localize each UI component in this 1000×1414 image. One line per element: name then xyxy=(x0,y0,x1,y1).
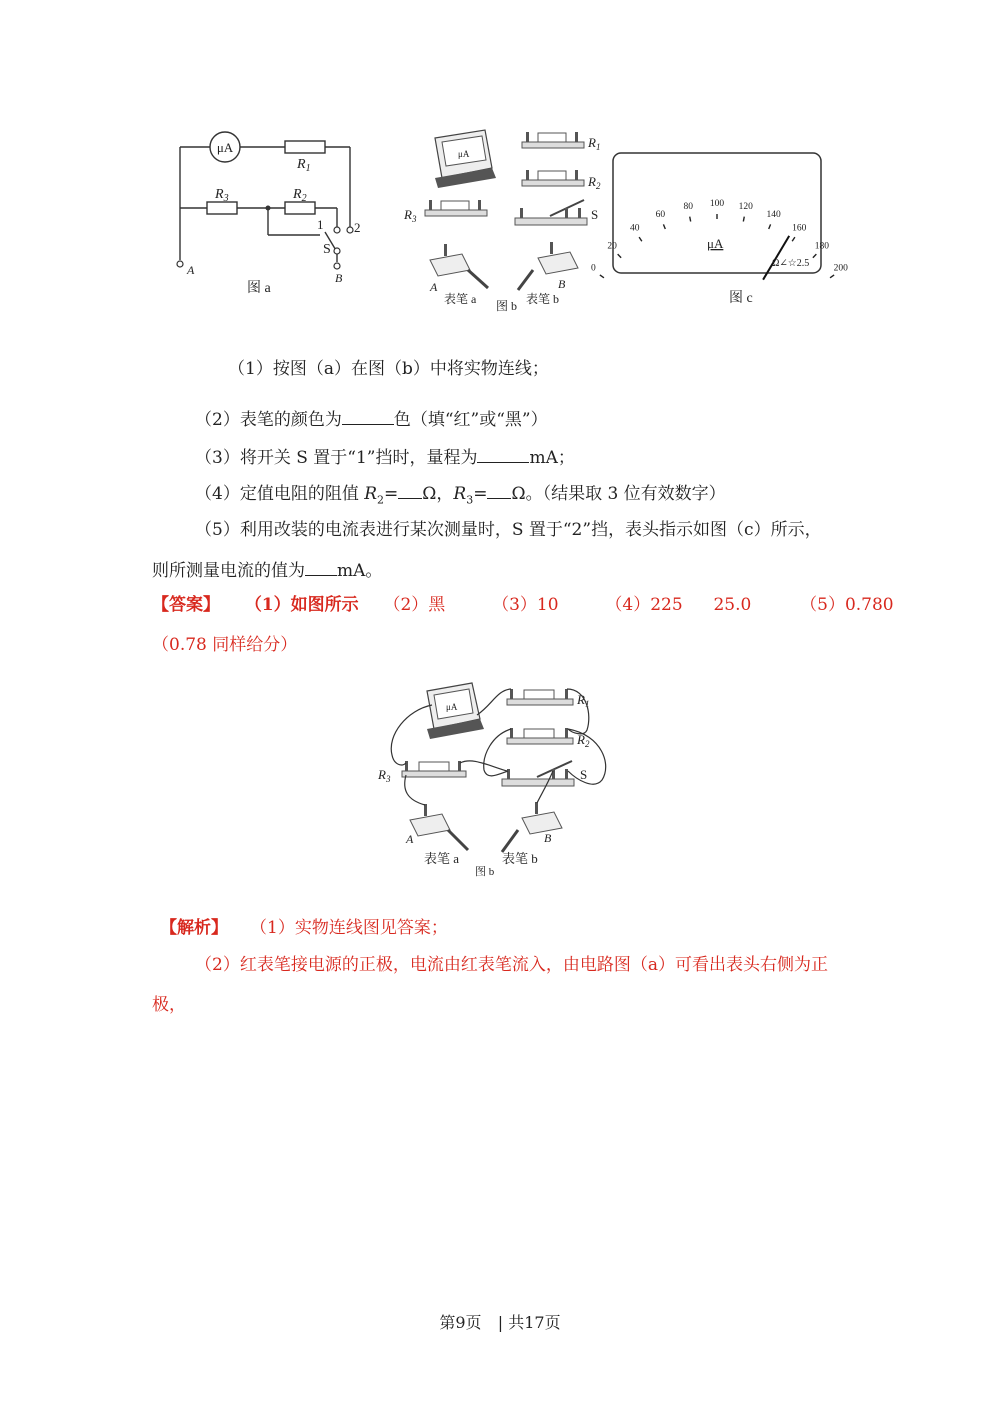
ans-fig-r1-label: $R_1$ xyxy=(577,692,590,709)
fig-c-tick xyxy=(690,217,691,222)
fig-a-r3-label: $R_3$ xyxy=(215,187,229,204)
svg-text:B: B xyxy=(558,277,566,291)
fig-b-caption: 图 b xyxy=(496,299,518,313)
fig-a-r1-symbol xyxy=(285,141,325,153)
fig-a-switch-label: S xyxy=(323,242,331,257)
q4-r2-blank[interactable] xyxy=(398,480,422,499)
fig-a-r3-symbol xyxy=(207,202,237,214)
fig-c-tick xyxy=(743,217,744,222)
fig-a-meter-label: μA xyxy=(216,140,234,155)
fig-c-scale-label: 200 xyxy=(833,263,848,274)
fig-a-r2-label: $R_2$ xyxy=(293,187,307,204)
fig-b-meter xyxy=(435,130,496,188)
q2-answer-blank[interactable] xyxy=(342,406,394,425)
fig-b-probe-a-label: 表笔 a xyxy=(444,292,477,306)
fig-b-r3 xyxy=(403,200,487,224)
fig-c-scale-label: 160 xyxy=(792,223,807,234)
fig-a-terminal-a xyxy=(177,261,183,267)
ans-fig-wires xyxy=(391,689,605,805)
ans-fig-r3-label: $R_3$ xyxy=(378,767,391,784)
fig-b-r2 xyxy=(522,170,601,191)
footer-page-number: 第9页 xyxy=(439,1313,482,1332)
analysis-line-1: 【解析】 （1）实物连线图见答案； xyxy=(160,918,448,938)
ans-fig-caption: 图 b xyxy=(475,866,495,878)
fig-b-probe-a xyxy=(468,270,488,288)
fig-b-switch xyxy=(515,200,598,225)
fig-c-scale-label: 180 xyxy=(814,241,830,252)
q4-r3-blank[interactable] xyxy=(487,480,511,499)
fig-c-scale-label: 20 xyxy=(607,241,617,252)
analysis-tag: 【解析】 xyxy=(160,918,228,938)
fig-a-terminal-b xyxy=(334,263,340,269)
fig-a-switch-contact-1 xyxy=(334,227,340,233)
answer-tag: 【答案】 xyxy=(152,595,220,615)
fig-c-scale-label: 80 xyxy=(683,201,693,212)
question-2: （2）表笔的颜色为 色（填“红”或“黑”） xyxy=(195,406,548,432)
svg-text:R3: $R_3$ xyxy=(404,207,417,224)
figure-b-components xyxy=(400,120,610,315)
fig-c-scale-label: 60 xyxy=(655,209,666,220)
ans-fig-r2-label: $R_2$ xyxy=(577,732,590,749)
footer-total-pages: 共17页 xyxy=(508,1313,561,1332)
fig-b-probe-b-label: 表笔 b xyxy=(526,292,560,306)
fig-c-caption: 图 c xyxy=(729,291,753,306)
svg-text:R2: $R_2$ xyxy=(588,174,601,191)
fig-a-pos2-label: 2 xyxy=(354,220,361,235)
fig-a-terminal-a-label: A xyxy=(187,263,195,277)
question-4: （4）定值电阻的阻值 $R_2= \Omega$，$R_3= \Omega$。（结果取 3 位有效数字） xyxy=(195,480,726,512)
question-5-line-2: 则所测量电流的值为 mA。 xyxy=(152,557,382,583)
fig-c-dial-frame xyxy=(613,153,821,273)
analysis-line-3: 极， xyxy=(152,995,186,1015)
fig-a-caption: 图 a xyxy=(247,281,271,296)
fig-a-junction xyxy=(266,206,271,211)
page-footer: 第9页 | 共17页 xyxy=(439,1313,561,1332)
fig-b-r1 xyxy=(522,132,600,152)
fig-c-scale-label: 140 xyxy=(766,209,781,220)
fig-c-scale-label: 120 xyxy=(738,201,753,212)
fig-a-switch-pivot xyxy=(334,248,340,254)
answer-line: 【答案】 （1）如图所示 （2）黑 （3）10 （4）225 25.0 （5）0.780 xyxy=(152,595,894,615)
fig-a-terminal-b-label: B xyxy=(335,271,343,285)
svg-text:R1: $R_1$ xyxy=(588,135,601,152)
ans-fig-switch-label: S xyxy=(580,767,588,782)
fig-b-terminal-b xyxy=(538,242,578,291)
answer-note: （0.78 同样给分） xyxy=(152,635,298,655)
ans-fig-meter-label: μA xyxy=(446,702,458,712)
fig-c-scale-label: 100 xyxy=(709,199,725,209)
fig-c-tick xyxy=(830,275,834,278)
question-1: （1）按图（a）在图（b）中将实物连线； xyxy=(228,359,549,379)
answer-figure-wired xyxy=(372,675,627,880)
svg-text:A: A xyxy=(430,280,438,294)
question-5-line-1: （5）利用改装的电流表进行某次测量时，S 置于“2”挡，表头指示如图（c）所示， xyxy=(195,520,822,540)
ans-fig-probe-a-label: 表笔 a xyxy=(424,851,460,866)
ans-fig-terminal-a-label: A xyxy=(406,832,414,846)
figure-a-circuit xyxy=(165,120,375,305)
question-3: （3）将开关 S 置于“1”挡时，量程为 mA； xyxy=(195,444,575,470)
q5-answer-blank[interactable] xyxy=(305,557,337,576)
analysis-line-2: （2）红表笔接电源的正极，电流由红表笔流入，由电路图（a）可看出表头右侧为正 xyxy=(195,955,828,975)
fig-b-meter-label: μA xyxy=(458,149,470,159)
fig-a-switch-contact-2 xyxy=(347,227,353,233)
svg-text:S: S xyxy=(591,207,599,222)
q3-answer-blank[interactable] xyxy=(477,444,529,463)
fig-a-r1-label: $R_1$ xyxy=(297,157,311,174)
fig-c-corner-mark: Ω∠☆2.5 xyxy=(772,258,810,269)
fig-b-terminal-a xyxy=(429,244,470,294)
fig-a-pos1-label: 1 xyxy=(317,217,324,232)
fig-c-scale-label: 40 xyxy=(630,223,640,234)
ans-fig-terminal-b-label: B xyxy=(544,831,552,845)
fig-c-scale-label: 0 xyxy=(590,263,596,274)
fig-b-probe-b xyxy=(518,270,533,290)
ans-fig-probe-b-label: 表笔 b xyxy=(502,851,538,866)
fig-a-r2-symbol xyxy=(285,202,315,214)
fig-c-unit-label: μA xyxy=(707,236,724,251)
